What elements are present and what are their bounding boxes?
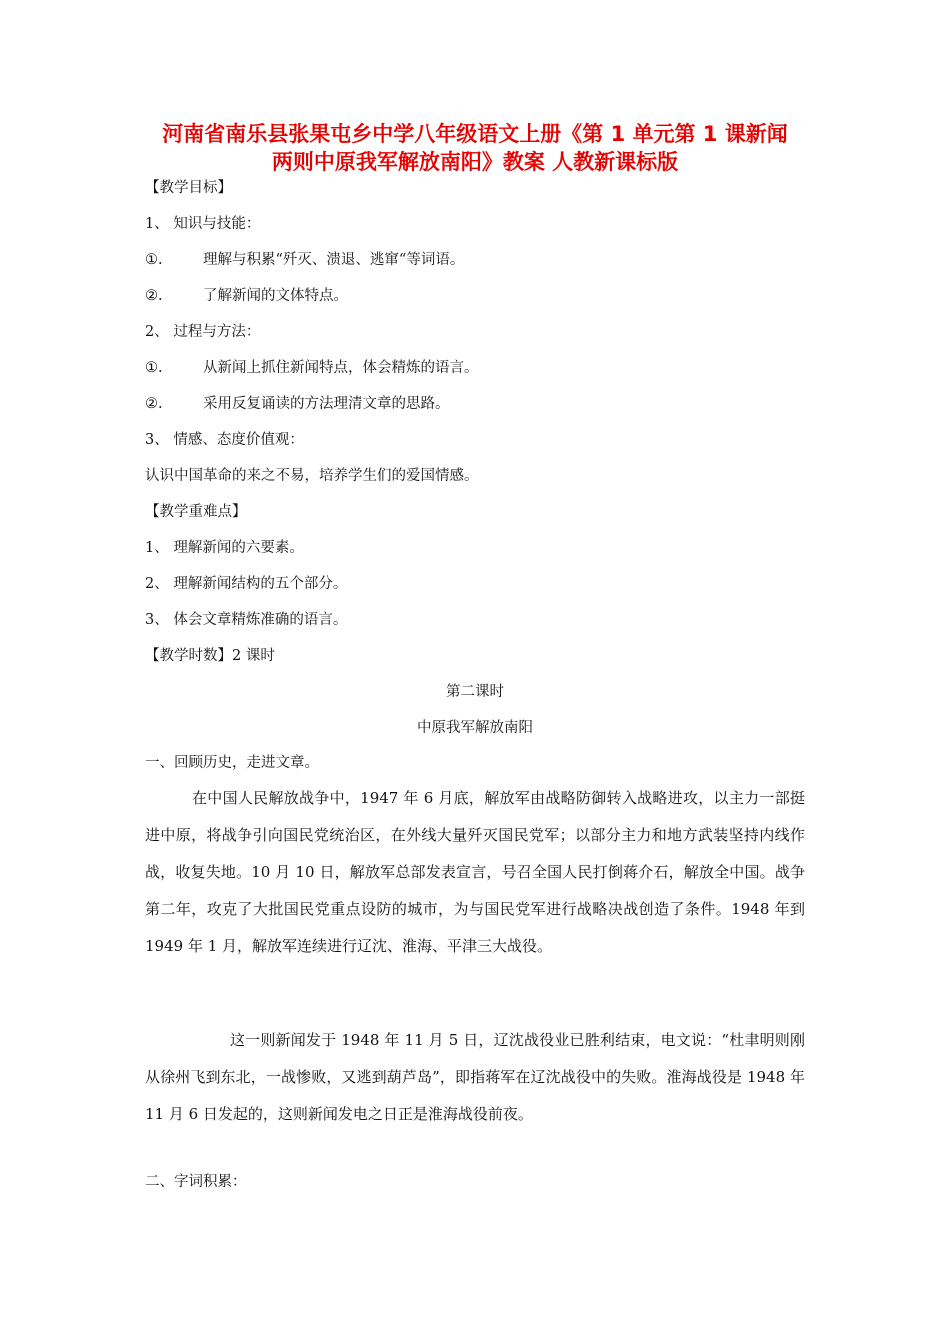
objective-3-text: 认识中国革命的来之不易，培养学生们的爱国情感。	[145, 468, 479, 484]
key-point-item: 2、 理解新闻结构的五个部分。	[145, 576, 348, 592]
item-text: 理解与积累“歼灭、溃退、逃窜“等词语。	[203, 252, 465, 268]
item-number: ②.	[145, 288, 163, 304]
key-point-item: 1、 理解新闻的六要素。	[145, 540, 304, 556]
item-text: 从新闻上抓住新闻特点，体会精炼的语言。	[203, 360, 479, 376]
objective-1-heading: 1、 知识与技能：	[145, 216, 261, 232]
objective-2-item	[145, 358, 479, 378]
history-paragraph: 在中国人民解放战争中，1947 年 6 月底，解放军由战略防御转入战略进攻，以主力一部挺进中原，将战争引向国民党统治区，在外线大量歼灭国民党军；以部分主力和地方武装坚持内线作战，收复失地。10 月 10 日，解放军总部发表宣言，号召全国人民打倒蒋介石，解放全中国。战争第二年，攻克了大批国民党重点设防的城市，为与国民党军进行战略决战创造了条件。1948 年到 1949 年 1 月，解放军连续进行辽沈、淮海、平津三大战役。	[145, 789, 805, 955]
item-number: ①.	[145, 252, 163, 268]
item-number: ②.	[145, 396, 163, 412]
item-text: 采用反复诵读的方法理清文章的思路。	[203, 396, 450, 412]
objective-2-heading: 2、 过程与方法：	[145, 324, 261, 340]
news-background-paragraph: 这一则新闻发于 1948 年 11 月 5 日，辽沈战役业已胜利结束，电文说：“杜聿明则刚从徐州飞到东北，一战惨败，又逃到葫芦岛”，即指蒋军在辽沈战役中的失败。淮海战役是 1948 年 11 月 6 日发起的，这则新闻发电之日正是淮海战役前夜。	[145, 1031, 805, 1123]
document-title-line-2: 两则中原我军解放南阳》教案 人教新课标版	[271, 150, 679, 174]
key-point-item: 3、 体会文章精炼准确的语言。	[145, 612, 348, 628]
objective-1-item	[145, 250, 464, 270]
document-title-line-1: 河南省南乐县张果屯乡中学八年级语文上册《第 1 单元第 1 课新闻	[162, 122, 788, 146]
objective-2-item	[145, 394, 450, 414]
section-1-heading: 一、回顾历史，走进文章。	[145, 755, 319, 771]
teaching-hours: 【教学时数】2 课时	[145, 648, 275, 664]
item-text: 了解新闻的文体特点。	[203, 288, 348, 304]
lesson-title: 第二课时	[446, 684, 504, 700]
key-points-heading: 【教学重难点】	[145, 504, 247, 520]
objective-1-item	[145, 286, 348, 306]
objectives-heading: 【教学目标】	[145, 180, 232, 196]
section-2-heading: 二、字词积累：	[145, 1174, 247, 1190]
article-title: 中原我军解放南阳	[417, 720, 533, 736]
item-number: ①.	[145, 360, 163, 376]
objective-3-heading: 3、 情感、态度价值观：	[145, 432, 304, 448]
